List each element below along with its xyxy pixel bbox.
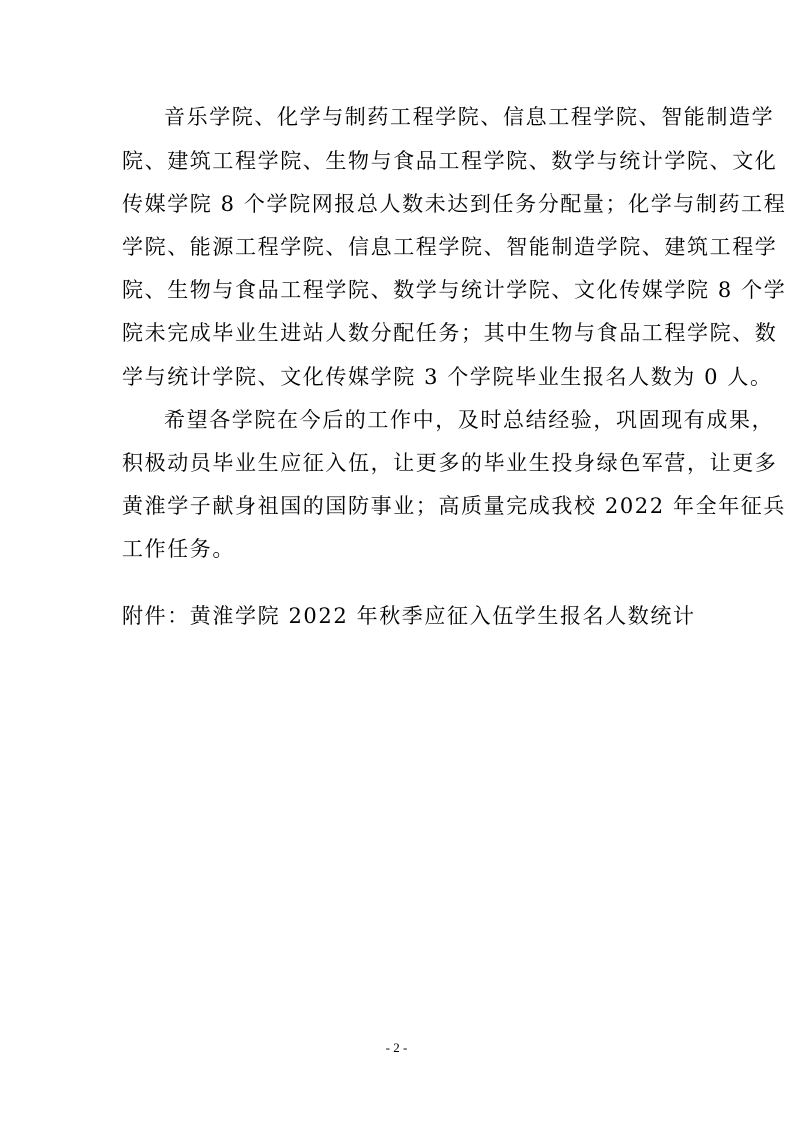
paragraph-2-line-1: 希望各学院在今后的工作中，及时总结经验，巩固现有成果， bbox=[164, 408, 775, 432]
paragraph-1-line-5: 院、生物与食品工程学院、数学与统计学院、文化传媒学院 8 个学 bbox=[122, 278, 787, 302]
attachment-note: 附件：黄淮学院 2022 年秋季应征入伍学生报名人数统计 bbox=[122, 604, 696, 628]
paragraph-2-line-3: 黄淮学子献身祖国的国防事业；高质量完成我校 2022 年全年征兵 bbox=[122, 494, 786, 518]
paragraph-1-line-4: 学院、能源工程学院、信息工程学院、智能制造学院、建筑工程学 bbox=[122, 235, 778, 259]
paragraph-1-line-6: 院未完成毕业生进站人数分配任务；其中生物与食品工程学院、数 bbox=[122, 321, 778, 345]
paragraph-1-line-3: 传媒学院 8 个学院网报总人数未达到任务分配量；化学与制药工程 bbox=[122, 192, 787, 216]
paragraph-1-line-7: 学与统计学院、文化传媒学院 3 个学院毕业生报名人数为 0 人。 bbox=[122, 365, 773, 389]
paragraph-1-line-1: 音乐学院、化学与制药工程学院、信息工程学院、智能制造学 bbox=[164, 105, 775, 129]
paragraph-2-line-4: 工作任务。 bbox=[122, 537, 235, 561]
paragraph-1-line-2: 院、建筑工程学院、生物与食品工程学院、数学与统计学院、文化 bbox=[122, 149, 778, 173]
page-number: - 2 - bbox=[385, 1040, 408, 1055]
paragraph-2-line-2: 积极动员毕业生应征入伍，让更多的毕业生投身绿色军营，让更多 bbox=[122, 451, 778, 475]
